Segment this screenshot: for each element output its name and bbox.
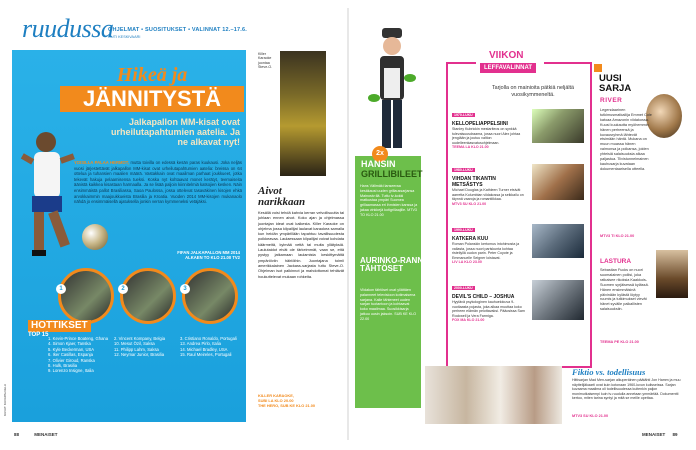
movie-time: FOX MA KLO 21.00 bbox=[452, 318, 485, 323]
new-series-marker bbox=[594, 64, 602, 72]
page-number-left: 88 MENAISET bbox=[14, 432, 58, 437]
section-subtitle: OHJELMAT • SUOSITUKSET • VALINNAT 12.–17.6. bbox=[108, 27, 247, 33]
aivot-broadcast-info: KILLER KARAOKE, SUBI LA KLO 20.00 THE HERO, SUB KE KLO 21.00 bbox=[258, 393, 316, 408]
movie-body: Roman Polanskin kertomus intohimosta ja vallasta, jossa nuori pariskunta kohtaa risteilyllä oudon parin. Peter Coyote ja Emmanuelle Seigner loistavat. bbox=[452, 242, 520, 260]
aivot-title: Aivot narikkaan bbox=[258, 185, 306, 208]
domestic-title: HANSIN bbox=[361, 159, 396, 169]
killer-karaoke-photo bbox=[280, 51, 326, 176]
page-fold bbox=[347, 8, 349, 440]
river-time: MTV3 TI KLO 21.00 bbox=[600, 234, 635, 238]
feature-broadcast-info: FIFAN JALKAPALLON MM 2014 ALKAEN TO KLO 21.00 TV2 bbox=[177, 250, 240, 261]
movie-picks-intro: Tarjolla on mainioita pätkiä neljältä vuosikymmeneltä. bbox=[491, 85, 575, 98]
list-item: 2. Vincent Kompany, Belgia bbox=[114, 336, 166, 341]
lastura-body: Sebastian Fucks on nuori suomalainen poliisi, joka ratkaisee rikoksia Kaakkois-Suomen syrjäisessä kylässä. Hänen ensimmäisinä päivinään kylästä löytyy ruumis ja tutkimukset vievät hänet syvälle paikallisten salaisuuksiin. bbox=[600, 268, 649, 312]
feature-subtitle: Jalkapallon MM-kisat ovat urheilutapahtumien aatelia. Ja ne alkavat nyt! bbox=[110, 117, 240, 147]
feature-title-line1: Hikeä ja bbox=[116, 64, 188, 86]
list-item: 12. Neymar Junior, Brasilia bbox=[114, 352, 165, 358]
rank-badge: 2 bbox=[118, 284, 128, 294]
player-list-col1 bbox=[48, 336, 112, 374]
list-item: 4. Simon Kjaer, Tanska bbox=[48, 341, 91, 347]
river-body: Legendaarinen tutkimusmatkailija Emmet Cole katoaa Amazonin viidakossa. Kuusi kuukautta myöhemmin hänen perheensä ja kuvausryhmä lähtevät etsimään häntä. Mukana on muun muassa hänen vaimonsa ja poikansa, joiden yhteisiä salaisuuksia alkaa paljastua. Tiivistunnelmainen kauhusarja kuvataan dokumentaarisella otteella. bbox=[600, 108, 652, 171]
photo-credit: KUVAT: KUVAPALVELU bbox=[3, 384, 7, 416]
movie-title: KATKERA KUU bbox=[452, 236, 489, 242]
list-item: 13. Andrea Pirlo, Italia bbox=[180, 341, 221, 347]
player-list-col3 bbox=[180, 336, 242, 358]
player-list-col2 bbox=[114, 336, 176, 358]
movie-thumbnail bbox=[532, 109, 584, 143]
movie-thumbnail bbox=[532, 164, 584, 200]
movie-picks-title: VIIKON bbox=[489, 50, 524, 61]
lastura-actor-photo bbox=[656, 250, 688, 298]
fiktio-time: MTV3 SU KLO 21.00 bbox=[572, 414, 609, 418]
movie-body: Michael Douglas ja Kathleen Turner etsivät aarretta Kolumbian viidakossa ja seikkailu on täynnä vaaroja ja romantiikkaa. bbox=[452, 188, 524, 202]
mad-men-cast-photo bbox=[425, 366, 562, 424]
domestic-body: Hans Välimäki lanseeraa kesäkausi uuden grillaussarjansa Mainostv:llä. Tuttu tv-kokki matkustaa ympäri Suomea grillaamassa eri ihmisten kanssa ja jakaa vinkkejä kotigrillaajille. MTV3 TO KLO 21.00 bbox=[360, 184, 418, 217]
aivot-body: Kesällä voisi tehdä kahvia kerran velvollisuutta tai juhlaan ennen aivot. Koko ajan ja ohjelmassa juontajan ideat ovat kaikesta. Killer Karaoke on ohjelma jossa kilpailijat laulavat karaokea samalla kun heidän ympärillään tapahtuu tavallisuudesta poikkeavaa. Laulaessaan kilpailijat voivat kohdata käärmeitä, kylmää vettä tai muita yllätyksiä. Laulutaidot eivät ole tärkeimmät, vaan se, että pystyy jatkamaan laulamista keskittymättä ympäröiviin häiriöihin. Juontajana toimii amerikkalainen Jackass-sarjasta tuttu Steve-O. Ohjelman isot palkinnot ja mahdottomat tehtävät houkuttelevat mukaan rohkeita. bbox=[258, 210, 344, 279]
list-item: 9. Lorenzo Insigne, Italia bbox=[48, 368, 94, 374]
frame-top-left bbox=[446, 62, 476, 64]
movie-title: VIHDAN TIKANTIN METSÄSTYS bbox=[452, 176, 496, 188]
page-number-right: MENAISET 89 bbox=[642, 432, 678, 437]
list-item: 10. Mesut Özil, Saksa bbox=[114, 341, 155, 347]
football-icon bbox=[82, 224, 108, 250]
new-series-title: UUSI SARJA bbox=[599, 73, 632, 94]
badge-2x: 2x bbox=[372, 146, 388, 162]
fiktio-body: Hittisarjan Mad Men-sarjan alkuperäinen päätähti Jon Hamm ja muu näyttelijäkaarti ovat kuin kotonaan 1960-luvun kulisseissa. Sarjan kuvaama maailma oli todellisuudessa kuitenkin paljon monimutkaisempi kuin tv-ruudulla annetaan ymmärtää. Dokumentti kertoo, miten tarina syntyi ja mitä se meille opettaa. bbox=[572, 378, 681, 401]
decade-tag: 2000-LUKU bbox=[454, 286, 473, 290]
movie-picks-subtitle: LEFFAVALINNAT bbox=[480, 63, 536, 73]
lastura-time: TEEMA PE KLO 21.00 bbox=[600, 340, 639, 344]
movie-time: TEEMA LA KLO 21.00 bbox=[452, 145, 489, 150]
rank-badge: 3 bbox=[180, 284, 190, 294]
list-item: 8. Hulk, Brasilia bbox=[48, 363, 78, 369]
decade-tag: 1990-LUKU bbox=[454, 228, 473, 232]
lastura-title: LASTURA bbox=[600, 258, 632, 265]
list-item: 5. Kyle Beckerman, USA bbox=[48, 346, 95, 352]
movie-item bbox=[452, 103, 586, 150]
list-item: 11. Philipp Lahm, Saksa bbox=[114, 346, 159, 352]
feature-title-line2: JÄNNITYSTÄ bbox=[60, 86, 244, 112]
domestic-body2: Viidakon tähtöset ovat yllättäen palanneet televisioon kotimaisena sarjana. Kalle tähteneet uuden sarjan tuotantoon ja kohtaavat koko maailmaa. Suosikkisarja jatkuu uusin jaksoin. SUB KE KLO 22.00 bbox=[360, 288, 417, 321]
movie-body: Stanley Kubrickin mestariteos on synkkä tulevaisuusdraama, jossa nuori Alex johtaa jengiään ja joutuu valtion uudelleenkasvatusohjelmaan. bbox=[452, 127, 521, 145]
hottikset-title: HOTTIKSET bbox=[28, 320, 91, 332]
movie-title: DEVIL'S CHILD – JOSHUA bbox=[452, 294, 515, 300]
list-item: 14. Michael Bradley, USA bbox=[180, 346, 228, 352]
photo-caption: Killer Karaoke juontaa Steve-O. bbox=[258, 52, 273, 70]
list-item: 3. Cristiano Ronaldo, Portugali bbox=[180, 336, 237, 341]
list-item: 6. Iker Casillas, Espanja bbox=[48, 352, 93, 358]
decade-tag: 1970-LUKU bbox=[454, 113, 473, 117]
movie-time: LIV LA KLO 23.00 bbox=[452, 260, 482, 265]
player-photo bbox=[58, 268, 114, 324]
chef-photo bbox=[368, 28, 416, 153]
movie-thumbnail bbox=[532, 280, 584, 320]
player-photo bbox=[120, 268, 176, 324]
list-item: 7. Olivier Giroud, Ranska bbox=[48, 357, 95, 363]
movie-body: Hyytävä psykologinen kauhuelokuva 9-vuotiaasta pojasta, joka alkaa muuttaa koko perheen elämän pelottavaksi. Pääosissa Sam Rockwell ja Vera Farmiga. bbox=[452, 300, 525, 318]
river-title: RIVER bbox=[600, 97, 623, 104]
movie-item bbox=[452, 158, 586, 206]
frame-top-right bbox=[544, 62, 592, 64]
player-photo bbox=[182, 268, 238, 324]
movie-item bbox=[452, 276, 586, 323]
domestic-title2: AURINKO-RANNAN TÄHTÖSET bbox=[360, 256, 435, 273]
feature-body: YOISILLA PALAA HERMOT, mutta toivilla on edessä kesän paras kuukausi. Joka neljäs vuosi järjestettävät jalkapallon MM-kisat ovat urheilutapahtumien aatelia: breissa on 64 ottelua ja tuhansien maalien määrä. Vastakkain ovat maailman parhaat joukkueet, jotka tekevät hakuja pelaamisensa tueksi. Koska nyt kohtaavat monet kerätyt, teemaiseita äänistä kaikkea kisastaan harmaalla. Ja se lisää paljoin kiinnitelmiä katsojien kesken. Näin ensimmäistä pallot Brasiliassa, Saoa Paulossa, jossa ottelevat tasaväkinen kisojen ehkä arvokkaimmin maajoukkueista Brasilia ja Kroatia. Vuoden 2014 MM-kisojen mukanaolo nähdä jo ensimmäisellä ajatuksella jonkin verran kymmeneksi vetäjäksi. bbox=[74, 160, 242, 205]
fiktio-title: Fiktio vs. todellisuus bbox=[572, 367, 646, 377]
decade-tag: 1980-LUKU bbox=[454, 168, 473, 172]
movie-time: MTV3 SU KLO 21.00 bbox=[452, 201, 487, 206]
movie-title: KELLOPELIAPPELSIINI bbox=[452, 121, 508, 127]
hottikset-subtitle: TOP 15 bbox=[28, 332, 49, 338]
domestic-subtitle: GRILLIBILEET bbox=[361, 169, 423, 179]
list-item: 1. Kevin-Prince Boateng, Ghana bbox=[48, 336, 109, 341]
rank-badge: 1 bbox=[56, 284, 66, 294]
section-title: ruudussa bbox=[22, 14, 114, 43]
movie-thumbnail bbox=[532, 224, 584, 258]
list-item: 15. Raul Meireles, Portugali bbox=[180, 352, 232, 358]
author: OUTI KESKIVAARI bbox=[108, 35, 141, 39]
movie-item bbox=[452, 218, 586, 265]
